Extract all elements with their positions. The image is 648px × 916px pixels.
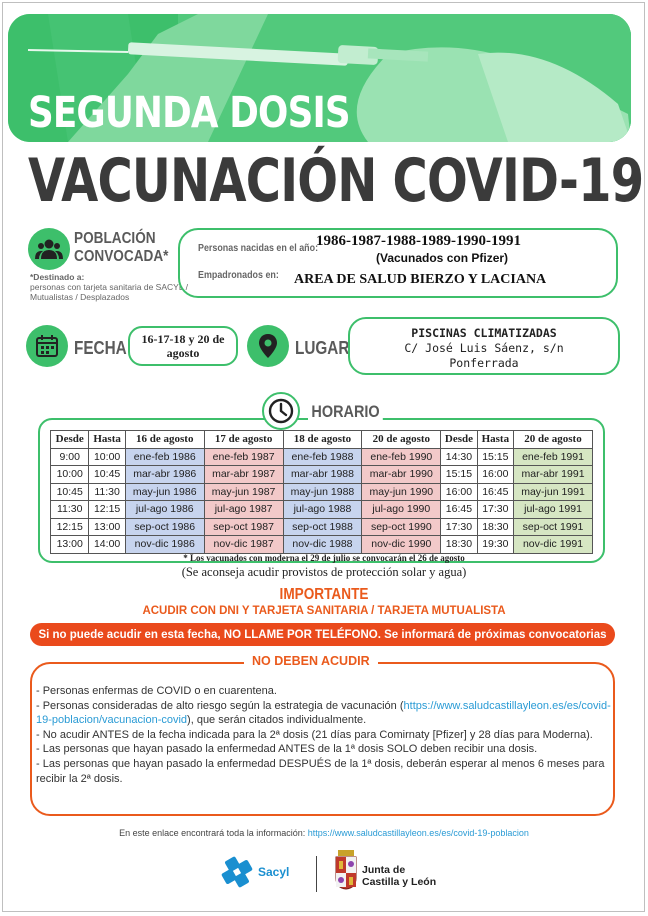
item2-text: - Personas consideradas de alto riesgo según la estrategia de vacunación ( [36,699,404,712]
destinado-title: *Destinado a: [30,272,85,282]
table-cell: nov-dic 1990 [362,536,441,554]
table-cell: ene-feb 1986 [125,448,204,466]
table-cell: sep-oct 1991 [514,518,593,536]
horario-label: HORARIO [308,402,383,422]
table-cell: 11:30 [89,483,125,501]
table-cell: 13:00 [89,518,125,536]
destinado-text: personas con tarjeta sanitaria de SACYL / Mutualistas / Desplazados [30,282,188,302]
table-cell: nov-dic 1991 [514,536,593,554]
table-header-row [51,431,593,449]
table-row [51,448,593,466]
location-pin-icon [247,325,289,367]
col-17-agosto: 17 de agosto [204,431,283,449]
table-cell: 12:15 [51,518,89,536]
table-cell: 16:00 [477,466,513,484]
calendar-icon [26,325,68,367]
list-item: - No acudir ANTES de la fecha indicada para la 2ª dosis (21 días para Comirnaty [Pfizer] y 28 días para Moderna). [36,728,593,741]
col-16-agosto: 16 de agosto [125,431,204,449]
table-cell: may-jun 1991 [514,483,593,501]
table-cell: 9:00 [51,448,89,466]
convocada-label: CONVOCADA* [74,248,169,265]
col-hasta-2: Hasta [477,431,513,449]
nacidas-value: 1986-1987-1988-1989-1990-1991 [316,233,521,249]
vacunados-note: (Vacunados con Pfizer) [376,251,509,265]
table-cell: 16:00 [441,483,477,501]
table-cell: ene-feb 1988 [283,448,362,466]
table-row [51,466,593,484]
importante-subtitle: ACUDIR CON DNI Y TARJETA SANITARIA / TARJETA MUTUALISTA [142,605,506,617]
table-cell: 10:45 [89,466,125,484]
table-cell: nov-dic 1986 [125,536,204,554]
table-cell: 16:45 [441,501,477,519]
table-cell: ene-feb 1991 [514,448,593,466]
lugar-box [348,317,620,375]
empadronados-label: Empadronados en: [198,269,279,281]
table-cell: may-jun 1990 [362,483,441,501]
table-cell: 18:30 [441,536,477,554]
table-cell: mar-abr 1990 [362,466,441,484]
col-20-agosto: 20 de agosto [362,431,441,449]
col-desde-2: Desde [441,431,477,449]
footer-link[interactable]: https://www.saludcastillayleon.es/es/covid-19-poblacion [307,828,529,838]
fecha-value: 16-17-18 y 20 de agosto [128,326,238,366]
table-cell: jul-ago 1991 [514,501,593,519]
col-20-agosto-2: 20 de agosto [514,431,593,449]
table-cell: 10:00 [89,448,125,466]
sacyl-cross-icon [220,855,254,889]
poblacion-label: POBLACIÓN [74,230,156,247]
table-cell: nov-dic 1988 [283,536,362,554]
table-row [51,518,593,536]
no-deben-title: NO DEBEN ACUDIR [244,654,378,668]
no-llame-banner: Si no puede acudir en esta fecha, NO LLAME POR TELÉFONO. Se informará de próximas convocatorias [30,623,615,646]
proteccion-note: (Se aconseja acudir provistos de protección solar y agua) [181,565,467,579]
table-cell: jul-ago 1988 [283,501,362,519]
table-cell: nov-dic 1987 [204,536,283,554]
list-item: - Las personas que hayan pasado la enfermedad DESPUÉS de la 1ª dosis, deberán esperar al menos 6 meses para recibir la 2ª dosis. [36,757,605,785]
destinado-note [30,272,200,302]
junta-line2: Castilla y León [362,876,437,888]
table-cell: jul-ago 1986 [125,501,204,519]
schedule-table [50,430,593,554]
list-item: - Personas enfermas de COVID o en cuarentena. [36,685,277,697]
table-row [51,536,593,554]
no-deben-list [36,684,614,786]
sacyl-logo [220,855,289,889]
table-cell: sep-oct 1987 [204,518,283,536]
sacyl-text: Sacyl [258,865,290,879]
table-cell: 14:30 [441,448,477,466]
lugar-label: LUGAR [295,338,350,358]
lugar-name: PISCINAS CLIMATIZADAS [411,326,557,340]
table-cell: mar-abr 1991 [514,466,593,484]
clock-icon [262,392,300,430]
junta-crest-icon [334,850,358,895]
table-cell: 18:30 [477,518,513,536]
col-hasta: Hasta [89,431,125,449]
moderna-note: * Los vacunados con moderna el 29 de julio se convocarán el 26 de agosto [183,553,465,563]
title-vacunacion-covid: VACUNACIÓN COVID-19 [28,146,644,216]
table-cell: 15:15 [441,466,477,484]
table-cell: ene-feb 1987 [204,448,283,466]
table-cell: mar-abr 1988 [283,466,362,484]
item2-text-end: ), que serán citados individualmente. [187,714,367,727]
junta-line1: Junta de [362,864,406,876]
table-row [51,501,593,519]
table-cell: 15:15 [477,448,513,466]
table-cell: mar-abr 1987 [204,466,283,484]
people-icon [28,228,70,270]
junta-logo-text [362,864,436,888]
table-cell: 17:30 [477,501,513,519]
nacidas-label: Personas nacidas en el año: [198,242,319,254]
table-cell: 11:30 [51,501,89,519]
importante-title: IMPORTANTE [279,586,369,603]
title-segunda-dosis: SEGUNDA DOSIS [28,88,350,138]
table-row [51,483,593,501]
table-cell: may-jun 1987 [204,483,283,501]
table-cell: 16:45 [477,483,513,501]
logo-divider [316,856,317,892]
lugar-address: C/ José Luis Sáenz, s/n [404,341,564,355]
table-cell: sep-oct 1990 [362,518,441,536]
table-cell: 19:30 [477,536,513,554]
list-item [36,699,614,728]
table-cell: 13:00 [51,536,89,554]
table-cell: mar-abr 1986 [125,466,204,484]
empadronados-value: AREA DE SALUD BIERZO Y LACIANA [294,272,547,287]
table-cell: 17:30 [441,518,477,536]
table-cell: may-jun 1986 [125,483,204,501]
table-cell: 12:15 [89,501,125,519]
table-cell: 14:00 [89,536,125,554]
table-cell: 10:00 [51,466,89,484]
footer-info [0,828,648,838]
table-cell: may-jun 1988 [283,483,362,501]
footer-text: En este enlace encontrará toda la información: [119,828,306,838]
col-desde: Desde [51,431,89,449]
table-cell: sep-oct 1988 [283,518,362,536]
table-cell: sep-oct 1986 [125,518,204,536]
table-cell: ene-feb 1990 [362,448,441,466]
vacunacion-link[interactable]: https://www.saludcastillayleon.es/es/covid-19-poblacion/vacunacion-covid [36,699,611,727]
col-18-agosto: 18 de agosto [283,431,362,449]
lugar-city: Ponferrada [449,356,519,370]
fecha-label: FECHA [74,338,127,358]
table-cell: jul-ago 1987 [204,501,283,519]
table-cell: 10:45 [51,483,89,501]
table-cell: jul-ago 1990 [362,501,441,519]
list-item: - Las personas que hayan pasado la enfermedad ANTES de la 1ª dosis SOLO deben recibir una dosis. [36,743,538,756]
